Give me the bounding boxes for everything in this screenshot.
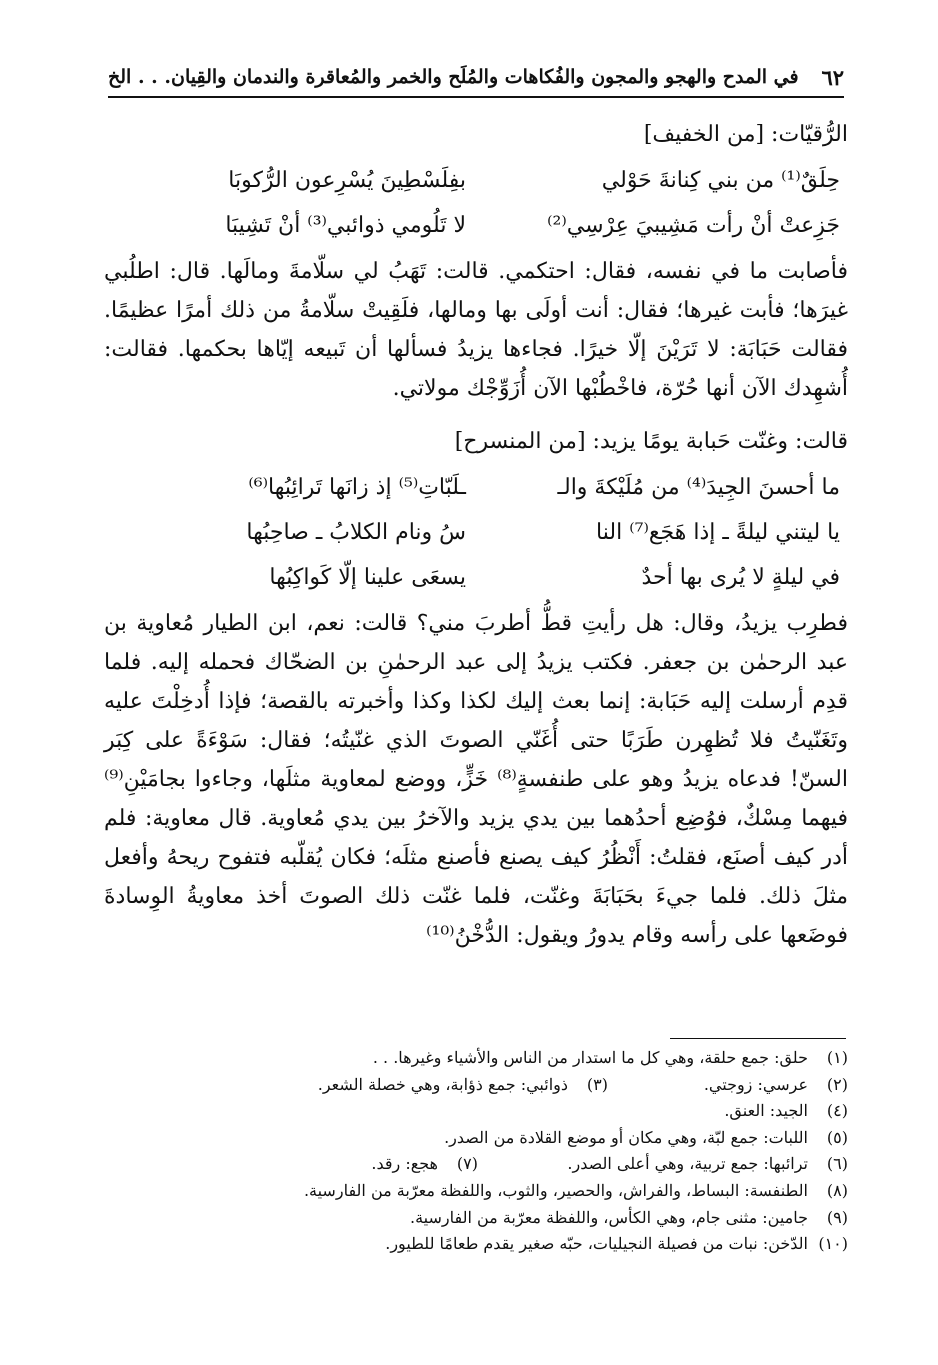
verse-first-hemistich: جَزِعتْ أنْ رأت مَشِيبيَ عِرْسِي⁽²⁾ — [547, 213, 840, 238]
footnote-number: (٨) — [826, 1180, 848, 1200]
footnote-number: (١٠) — [818, 1234, 848, 1254]
footnote-number: (٥) — [826, 1127, 848, 1147]
paragraph: فأصابت ما في نفسه، فقال: احتكمي. قالت: تَهَبُ لي سلّامةَ ومالَها. قال: اطلُبي غيرَها؛ فأبت غيرها؛ فقال: أنت أولَى بها ومالها، فلَقِيتْ سلّامةُ من ذلك أمرًا عظيمًا. فقالت حَبَابَة: لا تَرَيْنَ إلّا خيرًا. فجاءها يزيدُ فسألها أن تَبيعه إيّاها بحكمها. فقالت: أُشهِدك الآن أنها حُرّة، فاخْطُبْها الآن أُزَوِّجْك مولاتي. — [104, 259, 848, 401]
verse — [104, 555, 848, 600]
footnote-number: (١) — [826, 1048, 848, 1067]
footnote-number: (٩) — [826, 1207, 848, 1227]
poem-1-intro: الرُّقيّات: [من الخفيف] — [643, 122, 848, 147]
footnote — [104, 1178, 848, 1205]
verse-second-hemistich: بفِلَسْطِينَ يُسْرِعون الرُّكوبَا — [228, 168, 466, 193]
footnote — [104, 1151, 848, 1178]
footnote-text: ترائبها: جمع تربية، وهي أعلى الصدر. — [567, 1154, 808, 1174]
poem-1 — [104, 158, 848, 248]
verse-first-hemistich: حِلَقٌ⁽¹⁾ من بني كِنانةَ حَوْلي — [601, 168, 840, 193]
footnote-text: الطنفسة: البساط، والفراش، والحصير، والثوب، واللفظة معرّبة من الفارسية. — [303, 1180, 808, 1200]
footnote-number: (٦) — [826, 1154, 848, 1174]
footnote — [104, 1231, 848, 1258]
verse-second-hemistich: ـلَبّاتِ⁽⁵⁾ إذ زانَها تَرائِبُها⁽⁶⁾ — [248, 475, 466, 500]
footnote-text: الدّخن: نبات من فصيلة النجيليات، حبّه صغير يقدم طعامًا للطيور. — [385, 1234, 808, 1254]
footnotes — [104, 1045, 848, 1258]
footnote-text: هجع: رقد. — [371, 1154, 438, 1174]
main-text — [104, 115, 848, 969]
verse-second-hemistich: يسعَى علينا إلّا كَواكِبُها — [269, 565, 466, 590]
footnote-text: جامين: مثنى جام، وهي الكأس، واللفظة معرّبة من الفارسية. — [410, 1207, 808, 1227]
footnote-text: عرسي: زوجتي. — [703, 1074, 808, 1094]
footnote-number: (٤) — [826, 1101, 848, 1121]
verse — [104, 510, 848, 555]
footnote — [104, 1205, 848, 1232]
verse-second-hemistich: لا تَلُومي ذوائبي⁽³⁾ أنْ تَشِيبَا — [225, 213, 466, 238]
footnote-text: ذوائبي: جمع ذؤابة، وهي خصلة الشعر. — [317, 1074, 568, 1094]
footnote — [104, 1045, 848, 1072]
footnote-text: اللبات: جمع لبّة، وهي مكان أو موضع القلادة من الصدر. — [444, 1127, 808, 1147]
verse — [104, 465, 848, 510]
poem-2-intro: قالت: وغنّت حَبابة يومًا يزيد: [من المنسرح] — [454, 429, 848, 454]
footnote — [104, 1125, 848, 1152]
running-header — [108, 58, 844, 98]
verse — [104, 203, 848, 248]
footnote — [104, 1098, 848, 1125]
footnote-number: (٧) — [456, 1154, 478, 1174]
footnote-separator — [670, 1038, 846, 1039]
running-title: في المدح والهجو والمجون والفُكاهات والمُلَح والخمر والمُعاقرة والندمان والقِيان. . . الخ — [108, 66, 799, 88]
verse-first-hemistich: ما أحسنَ الجِيدَ⁽⁴⁾ من مُلَيْكةَ والـ — [557, 475, 840, 500]
paragraph: فطرِب يزيدُ، وقال: هل رأيتِ قطُّ أطربَ مني؟ قالت: نعم، ابن الطيار مُعاوية بن عبد الرحمٰن بن جعفر. فكتب يزيدُ إلى عبد الرحمٰنِ بن الضحّاك فحمله إليه. فلما قدِم أرسلت إليه حَبَابة: إنما بعث إليك لكذا وكذا وأخبرته بالقصة؛ فإذا أُدخِلْتَ عليه وتَغَنّيتُ فلا تُظهِرن طَرَبًا حتى أُغَنّي الصوتَ الذي غنّيتُه؛ فقال: سَوْءَةً على كِبَر السنّ! فدعاه يزيدُ وهو على طنفسةٍ⁽⁸⁾ خَزٍّ، ووضع لمعاوية مثلَها، وجاءوا بجامَيْنِ⁽⁹⁾ فيهما مِسْكٌ، فوُضِع أحدُهما بين يدي يزيد والآخرُ بين يدي مُعاوية. قال معاوية: فلم أدر كيف أصنَع، فقلتُ: أَنْظُرُ كيف يصنع فأصنع مثلَه؛ فكان يُقلّبه فتفوح ريحهُ وأفعل مثلَ ذلك. فلما جيءَ بحَبَابَةَ وغنّت، فلما غنّت ذلك الصوتَ أخذ معاويةُ الوِسادةَ فوضَعها على رأسه وقام يدورُ ويقول: الدُّخْنُ⁽¹⁰⁾ — [104, 611, 848, 948]
footnote-text: الجيد: العنق. — [724, 1101, 808, 1121]
verse — [104, 158, 848, 203]
verse-first-hemistich: في ليلةٍ لا يُرى بها أحدٌ — [641, 565, 840, 590]
poem-2 — [104, 465, 848, 600]
page-number: ٦٢ — [821, 64, 844, 90]
verse-first-hemistich: يا ليتني ليلةً ـ إذا هَجَع⁽⁷⁾ النا — [596, 520, 840, 545]
footnote-text: حلق: جمع حلقة، وهي كل ما استدار من الناس والأشياء وغيرها. . . — [372, 1048, 808, 1067]
footnote — [104, 1072, 848, 1099]
verse-second-hemistich: سُ ونام الكلابُ ـ صاحِبُها — [246, 520, 466, 545]
footnote-number: (٣) — [586, 1074, 608, 1094]
footnote-number: (٢) — [826, 1074, 848, 1094]
